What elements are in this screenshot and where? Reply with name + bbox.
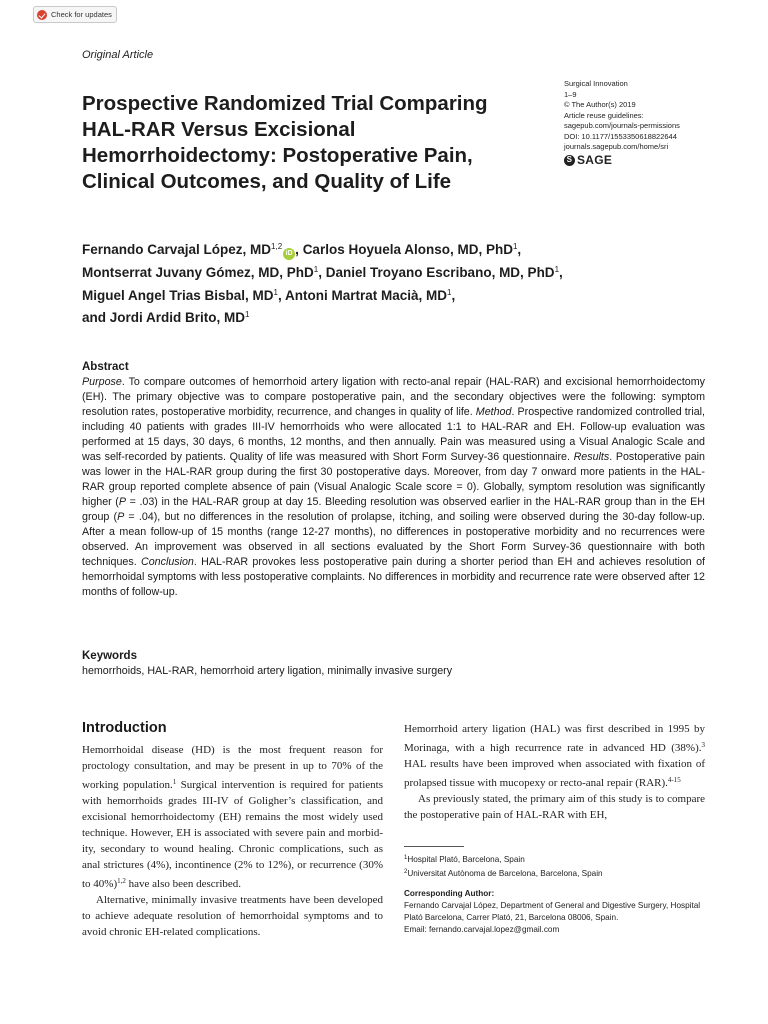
keywords-section <box>82 649 705 679</box>
update-check-icon <box>37 10 47 20</box>
abstract-purpose-label: Purpose <box>82 376 122 388</box>
abstract-text <box>82 375 705 600</box>
citation-ref[interactable]: 4-15 <box>667 776 681 784</box>
intro-text: HAL results have been improved when associated with fixation of prolapsed tissue with mucopexy or recto-anal repair (RAR). <box>404 758 705 789</box>
article-type-label: Original Article <box>82 49 154 61</box>
journal-reuse-link[interactable]: sagepub.com/journals-permissions <box>564 121 680 130</box>
intro-text: Surgical intervention is required for patients with hemorrhoids grades III-IV of Goligher’s classification, and excisional hemorrhoidectomy (EH) remains the most widely used technique. However, EH is associated with severe pain and morbidity, secondary to wound healing. Chronic complications, such as anal strictures (4%), incontinence (2% to 12%), or recurrence (30% to 40%) <box>82 779 383 890</box>
author-affiliation: 1 <box>245 310 250 319</box>
journal-name: Surgical Innovation <box>564 79 628 88</box>
publisher-logo <box>564 152 754 167</box>
article-title: Prospective Randomized Trial Comparing HAL-RAR Versus Excisional Hemorrhoidectomy: Postoperative Pain, Clinical Outcomes, and Quality of Life <box>82 92 488 193</box>
journal-copyright: © The Author(s) 2019 <box>564 100 636 109</box>
affiliation-number: 2 <box>404 869 408 875</box>
intro-paragraph-3 <box>404 721 705 791</box>
intro-paragraph-4: As previously stated, the primary aim of this study is to compare the postoperative pain of HAL-RAR with EH, <box>404 793 705 821</box>
check-for-updates-badge[interactable] <box>33 6 117 23</box>
intro-text: Hemorrhoidal disease (HD) is the most frequent reason for proctology consultation, and may be present in up to 70% of the working population. <box>82 744 383 791</box>
author-affiliation: 1 <box>313 265 319 274</box>
corresponding-author-address: Fernando Carvajal López, Department of General and Digestive Surgery, Hospital Plató Barcelona, Carrer Plató, 21, Barcelona 08006, Spain. <box>404 901 701 922</box>
affiliation-2 <box>404 866 705 880</box>
p-value-symbol: P <box>117 511 125 523</box>
author-name: Daniel Troyano Escribano, MD, PhD <box>325 265 555 280</box>
introduction-heading: Introduction <box>82 720 167 736</box>
orcid-icon[interactable]: iD <box>283 248 295 260</box>
abstract-results-label: Results <box>573 451 610 463</box>
author-name: Carlos Hoyuela Alonso, MD, PhD <box>302 242 513 257</box>
corresponding-author-heading: Corresponding Author: <box>404 889 495 898</box>
author-name: Montserrat Juvany Gómez, MD, PhD <box>82 265 314 280</box>
publisher-name: SAGE <box>577 152 613 167</box>
affiliation-number: 1 <box>404 855 408 861</box>
right-column <box>404 721 705 823</box>
journal-reuse: Article reuse guidelines: <box>564 110 644 120</box>
citation-ref[interactable]: 1,2 <box>117 877 126 885</box>
abstract-conclusion-label: Conclusion <box>141 556 194 568</box>
author-affiliation: 1 <box>554 265 560 274</box>
author-list: Fernando Carvajal López, MD$^{1,2}$iD , Carlos Hoyuela Alonso, MD, PhD$^1$, Montserrat Juvany Gómez, MD, PhD$^1$, Daniel Troyano Escribano, MD, PhD$^1$, Miguel Angel Trias Bisbal, $MD^1$, Antoni Martrat Macià, $MD^1$, and Jordi Ardid Brito, $MD^1$ <box>82 242 563 325</box>
abstract-results: = .04), but no differences in the resolution of prolapse, itching, and soiling were observed during the 30-day follow-up. After a mean follow-up of 15 months (range 12-27 months), no differences in postoperative morbidity and no recurrences were observed. An improvement was observed in all sections evaluated by the Short Form Survey-36 questionnaire with both techniques. <box>82 511 705 568</box>
author-name: and Jordi Ardid Brito, MD <box>82 310 245 325</box>
intro-text: have also been described. <box>125 878 242 890</box>
author-affiliation: 1 <box>273 287 278 297</box>
abstract-method: . Prospective randomized controlled trial, including 40 patients with grades III-IV hemorrhoids who were allocated 1:1 to HAL-RAR and EH. Follow-up evaluation was performed at 15 days, 30 days, 6 months, 12 months, and then annually. Pain was measured using a Visual Analogic Scale and was self-recorded by patients. Quality of life was measured with Short Form Survey-36 questionnaire. <box>82 406 705 463</box>
author-affiliation: 1,2 <box>271 242 283 251</box>
author-name: Antoni Martrat Macià, MD <box>285 287 448 303</box>
footnote-divider <box>404 846 464 847</box>
journal-info <box>564 79 754 166</box>
check-for-updates-label: Check for updates <box>51 10 112 19</box>
abstract-heading: Abstract <box>82 361 129 373</box>
citation-ref[interactable]: 3 <box>701 741 705 749</box>
author-name: Miguel Angel Trias Bisbal, MD <box>82 287 274 303</box>
sage-logo-icon: S <box>564 155 575 166</box>
journal-home-link[interactable]: journals.sagepub.com/home/sri <box>564 142 669 151</box>
keywords-heading: Keywords <box>82 650 137 662</box>
p-value-symbol: P <box>118 496 127 508</box>
keywords-list: hemorrhoids, HAL-RAR, hemorrhoid artery ligation, minimally invasive surgery <box>82 665 453 677</box>
left-column <box>82 720 383 940</box>
intro-paragraph-1 <box>82 742 383 892</box>
footnotes <box>404 852 705 936</box>
citation-ref[interactable]: 1 <box>172 778 177 786</box>
abstract-section <box>82 360 705 600</box>
affiliation-1 <box>404 852 705 866</box>
abstract-method-label: Method <box>475 406 512 418</box>
intro-paragraph-2: Alternative, minimally invasive treatments have been developed to achieve adequate resolution of hemorrhoidal symptoms and to avoid chronic EH-related complications. <box>82 894 383 938</box>
author-affiliation: 1 <box>447 287 452 297</box>
affiliation-text: Hospital Plató, Barcelona, Spain <box>407 855 525 864</box>
abstract-purpose: . To compare outcomes of hemorrhoid artery ligation with recto-anal repair (HAL-RAR) and excisional hemorrhoidectomy (EH). The primary objective was to compare postoperative pain, and the secondary objectives were the following: symptom resolution rates, postoperative morbidity, recurrence, and changes in quality of life. <box>82 376 705 418</box>
corresponding-author-email[interactable]: Email: fernando.carvajal.lopez@gmail.com <box>404 925 560 934</box>
journal-doi[interactable]: DOI: 10.1177/1553350618822644 <box>564 131 677 141</box>
affiliation-text: Universitat Autònoma de Barcelona, Barcelona, Spain <box>407 869 603 878</box>
abstract-conclusion: . HAL-RAR provokes less postoperative pain during a shorter period than EH and achieves resolution of hemorrhoidal symptoms with less postoperative complaints. No differences in morbidity and recurrence rate were observed after 12 months of follow-up. <box>82 556 705 598</box>
journal-pages: 1–9 <box>564 89 577 99</box>
intro-text: Hemorrhoid artery ligation (HAL) was first described in 1995 by Morinaga, with a high recurrence rate in advanced HD (38%). <box>404 723 705 754</box>
author-affiliation: 1 <box>512 242 518 251</box>
abstract-results: = .03) in the HAL-RAR group at day 15. Bleeding resolution was observed earlier in the HAL-RAR group than in the EH group ( <box>82 496 705 523</box>
author-name: Fernando Carvajal López, MD <box>82 242 272 257</box>
abstract-results: . Postoperative pain was lower in the HAL-RAR group during the first 30 postoperative days. Moreover, from day 7 onward more patients in the HAL-RAR group reported complete absence of pain (Visual Analogic Scale score = 0). Globally, symptom resolution was significantly higher ( <box>82 451 706 508</box>
